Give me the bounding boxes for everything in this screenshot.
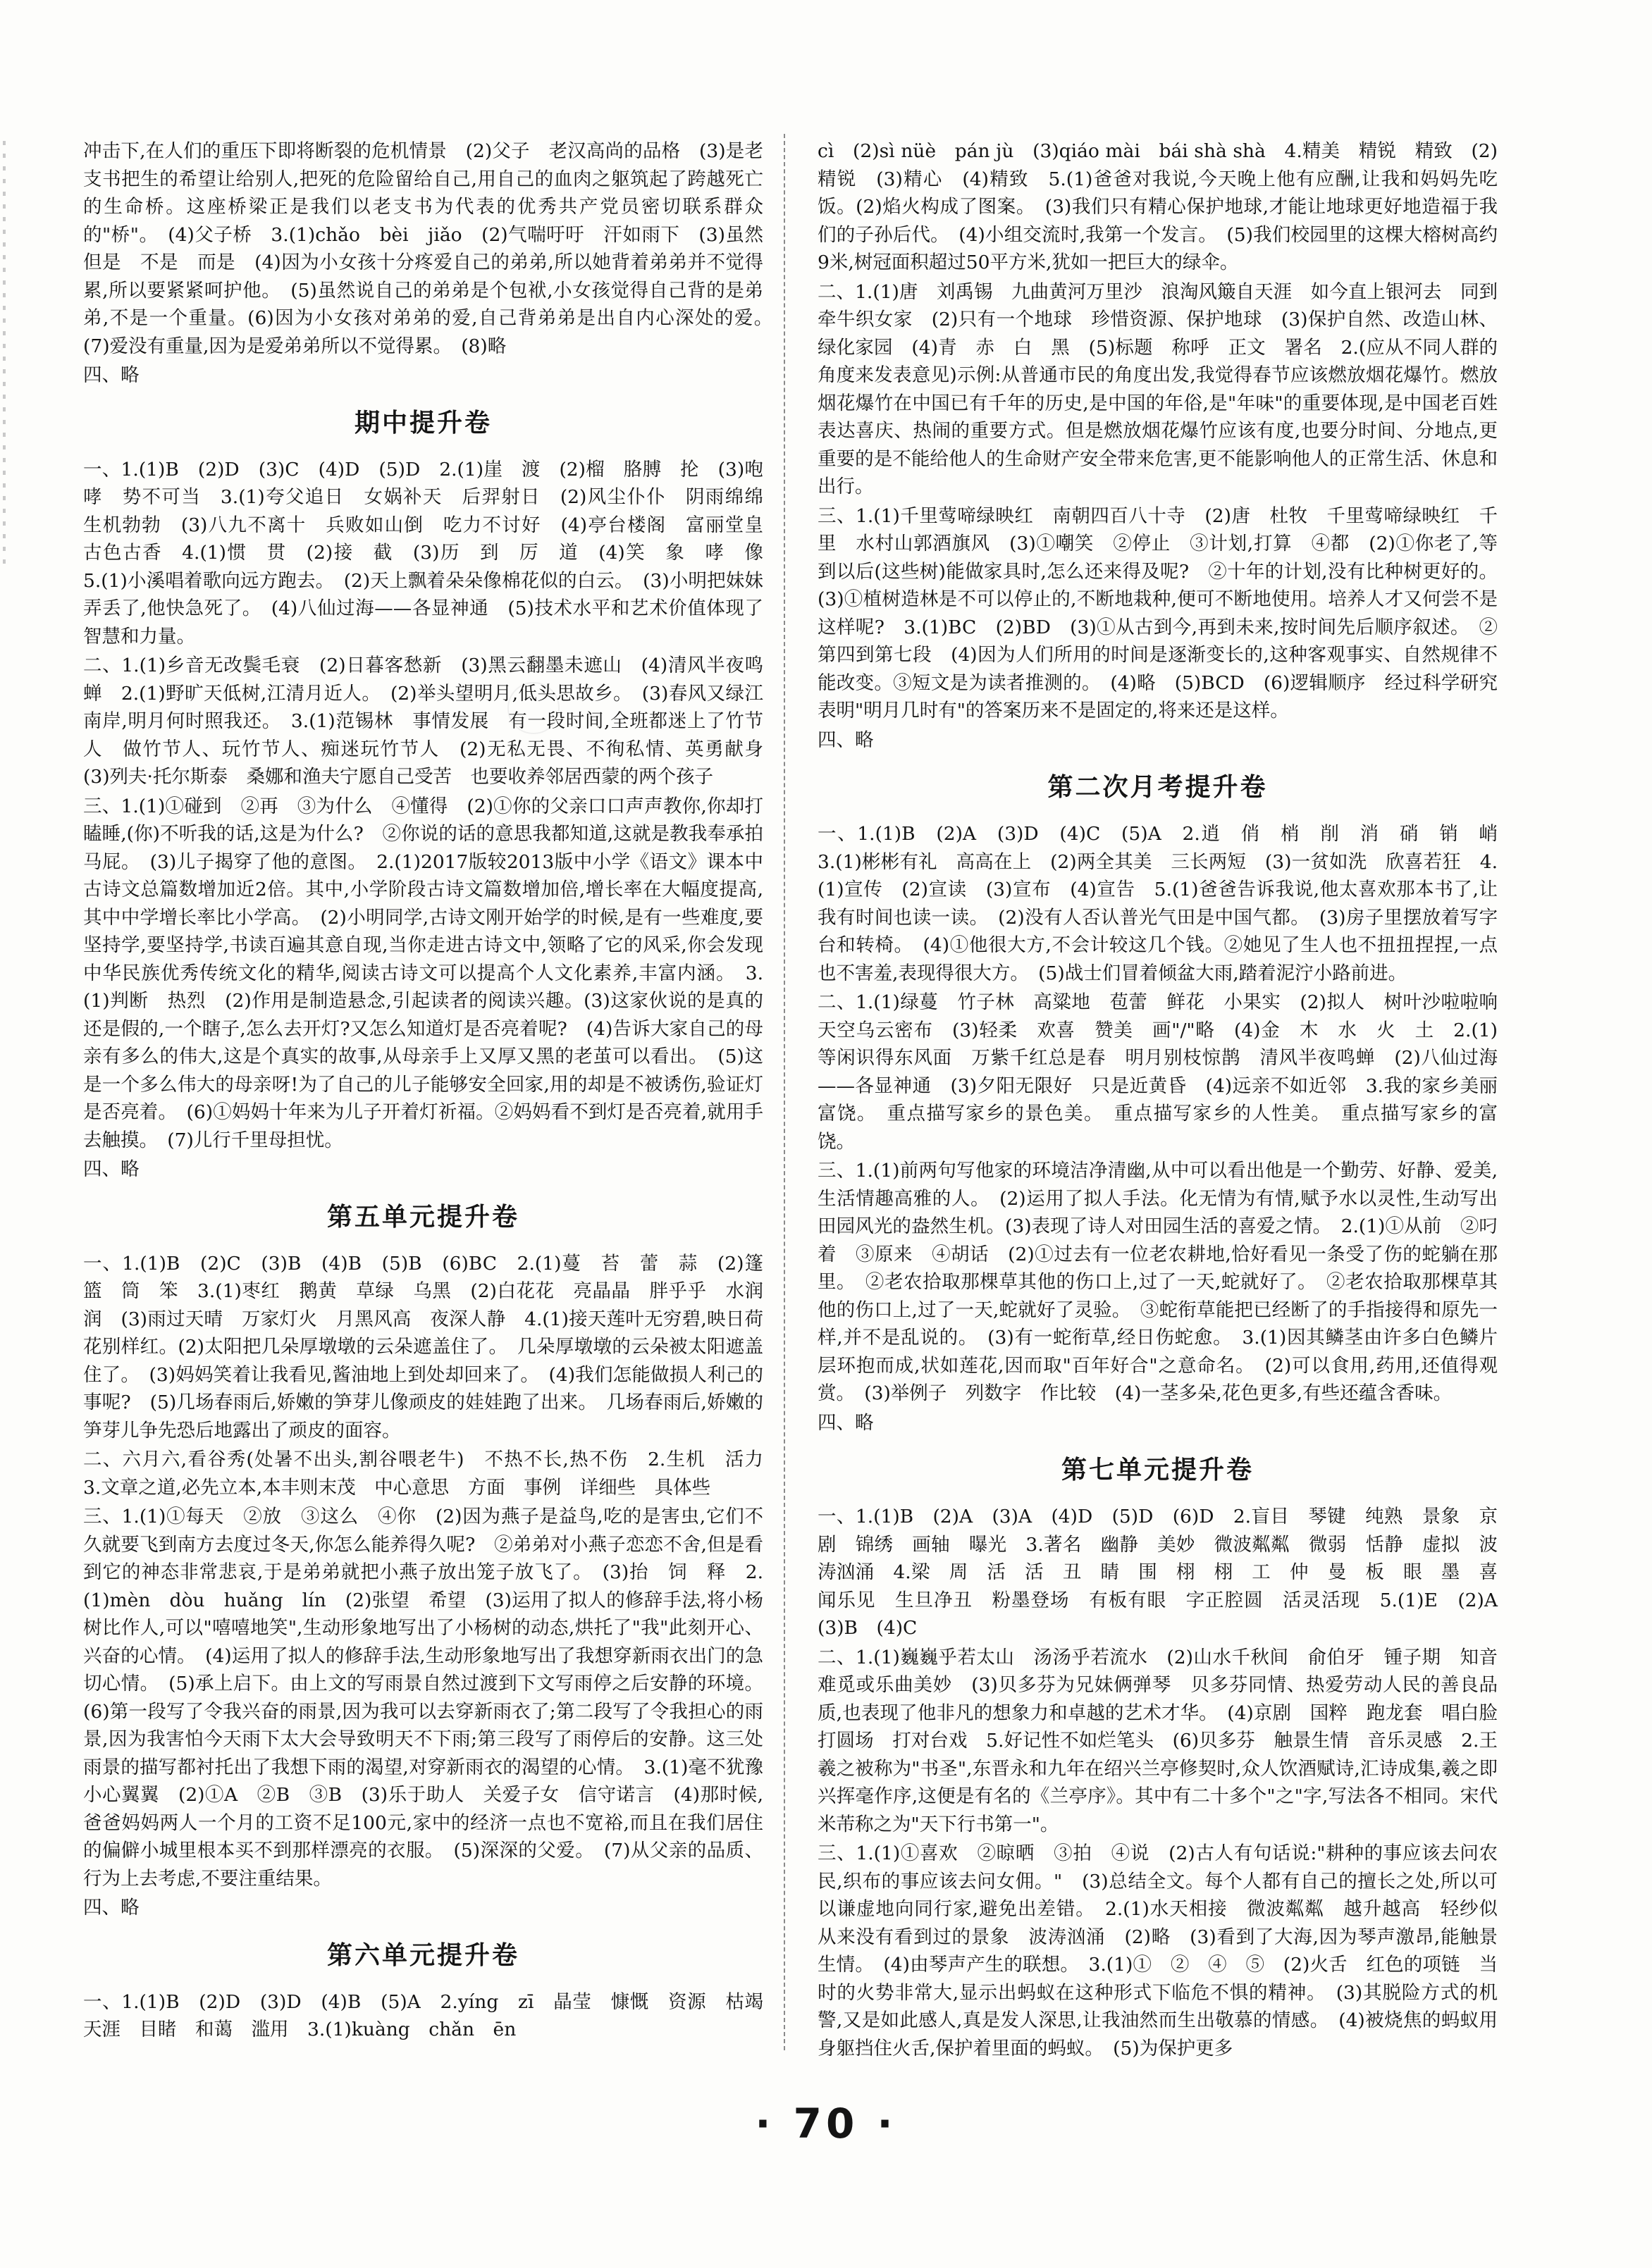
section-title-midterm: 期中提升卷 — [354, 408, 492, 438]
answer-paragraph: 一、1.(1)B (2)D (3)D (4)B (5)A 2.yíng zī 晶莹 慷慨 资源 枯竭 天涯 目睹 和蔼 滥用 3.(1)kuàng chǎn ēn — [83, 1990, 782, 2040]
answer-paragraph: 三、1.(1)千里莺啼绿映红 南朝四百八十寺 (2)唐 杜牧 千里莺啼绿映红 千里 水村山郭酒旗风 (3)①嘲笑 ②停止 ③计划,打算 ④都 (2)①你老了,等到以后(这些树)能做家具时,怎么还来得及呢? ②十年的计划,没有比种树更好的。(3)①植树造林是不可以停止的,不断地栽种,便可不断地使用。培养人才又何尝不是这样呢? 3.(1)BC (2)BD (3)①从古到今,再到未来,按时间先后顺序叙述。 ②第四到第七段 (4)因为人们所用的时间是逐渐变长的,这种客观事实、自然规律不能改变。③短文是为读者推测的。 (4)略 (5)BCD (6)逻辑顺序 经过科学研究表明"明月几时有"的答案历来不是固定的,将来还是这样。 — [818, 504, 1498, 721]
answer-paragraph: 四、略 — [83, 364, 140, 386]
section-title-second-monthly: 第二次月考提升卷 — [1047, 773, 1268, 802]
page-number: · 70 · — [755, 2100, 897, 2148]
answer-paragraph: 二、1.(1)绿蔓 竹子林 高粱地 苞蕾 鲜花 小果实 (2)拟人 树叶沙啦啦响 天空乌云密布 (3)轻柔 欢喜 赞美 画"/"略 (4)金 木 水 火 土 2.(1)等闲识得东风面 万紫千红总是春 明月别枝惊鹊 清风半夜鸣蝉 (2)八仙过海——各显神通 (3)夕阳无限好 只是近黄昏 (4)远亲不如近邻 3.我的家乡美丽富饶。 重点描写家乡的景色美。 重点描写家乡的人性美。 重点描写家乡的富饶。 — [818, 991, 1517, 1153]
section-title-unit7: 第七单元提升卷 — [1061, 1456, 1254, 1485]
section-title-unit6: 第六单元提升卷 — [326, 1940, 519, 1970]
answer-paragraph: 二、1.(1)唐 刘禹锡 九曲黄河万里沙 浪淘风簸自天涯 如今直上银河去 同到牵牛织女家 (2)只有一个地球 珍惜资源、保护地球 (3)保护自然、改造山林、绿化家园 (4)青 赤 白 黑 (5)标题 称呼 正文 署名 2.(应从不同人群的角度来发表意见)示例:从普通市民的角度出发,我觉得春节应该燃放烟花爆竹。燃放烟花爆竹在中国已有千年的历史,是中国的年俗,是"年味"的重要体现,是中国老百姓表达喜庆、热闹的重要方式。但是燃放烟花爆竹应该有度,也要分时间、分地点,更重要的是不能给他人的生命财产安全带来危害,更不能影响他人的正常生活、休息和出行。 — [818, 280, 1498, 497]
answer-paragraph: 二、六月六,看谷秀(处暑不出头,割谷喂老牛) 不热不长,热不伤 2.生机 活力 3.文章之道,必先立本,本丰则末茂 中心意思 方面 事例 详细些 具体些 — [83, 1449, 782, 1499]
answer-paragraph: 三、1.(1)前两句写他家的环境洁净清幽,从中可以看出他是一个勤劳、好静、爱美,生活情趣高雅的人。 (2)运用了拟人手法。化无情为有情,赋予水以灵性,生动写出田园风光的盎然生机。(3)表现了诗人对田园生活的喜爱之情。 2.(1)①从前 ②叼着 ③原来 ④胡话 (2)①过去有一位老农耕地,恰好看见一条受了伤的蛇躺在那里。 ②老农拾取那棵草其他的伤口上,过了一天,蛇就好了。 ②老农拾取那棵草其他的伤口上,过了一天,蛇就好了灵验。 ③蛇衔草能把已经断了的手指接得和原先一样,并不是乱说的。 (3)有一蛇衔草,经日伤蛇愈。 3.(1)因其鳞茎由许多白色鳞片层环抱而成,状如莲花,因而取"百年好合"之意命名。 (2)可以食用,药用,还值得观赏。 (3)举例子 列数字 作比较 (4)一茎多朵,花色更多,有些还蕴含香味。 — [818, 1160, 1498, 1404]
binding-margin-marks — [3, 141, 6, 564]
answer-paragraph: 三、1.(1)①每天 ②放 ③这么 ④你 (2)因为燕子是益鸟,吃的是害虫,它们不久就要飞到南方去度过冬天,你怎么能养得久呢? ②弟弟对小燕子恋恋不舍,但是看到它的神态非常悲哀,于是弟弟就把小燕子放出笼子放飞了。 (3)抬 饲 释 2.(1)mèn dòu huǎng lín (2)张望 希望 (3)运用了拟人的修辞手法,将小杨树比作人,可以"嘻嘻地笑",生动形象地写出了小杨树的动态,烘托了"我"此刻开心、兴奋的心情。 (4)运用了拟人的修辞手法,生动形象地写出了我想穿新雨衣出门的急切心情。 (5)承上启下。由上文的写雨景自然过渡到下文写雨停之后安静的环境。(6)第一段写了令我兴奋的雨景,因为我可以去穿新雨衣了;第二段写了令我担心的雨景,因为我害怕今天雨下太大会导致明天不下雨;第三段写了雨停后的安静。这三处雨景的描写都衬托出了我想下雨的渴望,对穿新雨衣的渴望的心情。 3.(1)毫不犹豫 小心翼翼 (2)①A ②B ③B (3)乐于助人 关爱子女 信守诺言 (4)那时候,爸爸妈妈两人一个月的工资不足100元,家中的经济一点也不宽裕,而且在我们居住的偏僻小城里根本买不到那样漂亮的衣服。 (5)深深的父爱。 (7)从父亲的品质、行为上去考虑,不要注重结果。 — [83, 1506, 782, 1890]
answer-paragraph: 四、略 — [818, 729, 874, 751]
answer-paragraph: 一、1.(1)B (2)D (3)C (4)D (5)D 2.(1)崖 渡 (2)榴 胳膊 抡 (3)咆哮 势不可当 3.(1)夸父追日 女娲补天 后羿射日 (2)风尘仆仆 阴雨绵绵 生机勃勃 (3)八九不离十 兵败如山倒 吃力不讨好 (4)亭台楼阁 富丽堂皇 古色古香 4.(1)惯 贯 (2)接 截 (3)历 到 厉 道 (4)笑 象 哮 像 5.(1)小溪唱着歌向远方跑去。 (2)天上飘着朵朵像棉花似的白云。 (3)小明把妹妹弄丢了,他快急死了。 (4)八仙过海——各显神通 (5)技术水平和艺术价值体现了智慧和力量。 — [83, 458, 782, 647]
answer-paragraph: 三、1.(1)①碰到 ②再 ③为什么 ④懂得 (2)①你的父亲口口声声教你,你却打瞌睡,(你)不听我的话,这是为什么? ②你说的话的意思我都知道,这就是教我奉承拍马屁。 (3)儿子揭穿了他的意图。 2.(1)2017版较2013版中小学《语文》课本中古诗文总篇数增加近2倍。其中,小学阶段古诗文篇数增加倍,增长率在大幅度提高,其中中学增长率比小学高。 (2)小明同学,古诗文刚开始学的时候,是有一些难度,要坚持学,要坚持学,书读百遍其意自现,当你走进古诗文中,领略了它的风采,你会发现中华民族优秀传统文化的精华,阅读古诗文可以提高个人文化素养,丰富内涵。 3.(1)判断 热烈 (2)作用是制造悬念,引起读者的阅读兴趣。(3)这家伙说的是真的还是假的,一个瞎子,怎么去开灯?又怎么知道灯是否亮着呢? (4)告诉大家自己的母亲有多么的伟大,这是个真实的故事,从母亲手上又厚又黑的老茧可以看出。 (5)这是一个多么伟大的母亲呀!为了自己的儿子能够安全回家,用的却是不被诱伤,验证灯是否亮着。 (6)①妈妈十年来为儿子开着灯祈福。②妈妈看不到灯是否亮着,就用手去触摸。 (7)儿行千里母担忧。 — [83, 795, 763, 1151]
answer-paragraph: 四、略 — [83, 1897, 140, 1919]
answer-paragraph: 一、1.(1)B (2)A (3)D (4)C (5)A 2.逍 俏 梢 削 消 硝 销 峭 3.(1)彬彬有礼 高高在上 (2)两全其美 三长两短 (3)一贫如洗 欣喜若狂 4.(1)宣传 (2)宣读 (3)宣布 (4)宣告 5.(1)爸爸告诉我说,他太喜欢那本书了,让我有时间也读一读。 (2)没有人否认普光气田是中国气都。 (3)房子里摆放着写字台和转椅。 (4)①他很大方,不会计较这几个钱。②她见了生人也不扭扭捏捏,一点也不害羞,表现得很大方。 (5)战士们冒着倾盆大雨,踏着泥泞小路前进。 — [818, 823, 1517, 984]
answer-paragraph: cì (2)sì nüè pán jù (3)qiáo mài bái shà shà 4.精美 精锐 精致 (2)精锐 (3)精心 (4)精致 5.(1)爸爸对我说,今天晚上他有应酬,让我和妈妈先吃饭。(2)焰火构成了图案。 (3)我们只有精心保护地球,才能让地球更好地造福于我们的子孙后代。 (4)小组交流时,我第一个发言。 (5)我们校园里的这棵大榕树高约9米,树冠面积超过50平方米,犹如一把巨大的绿伞。 — [818, 140, 1498, 273]
answer-paragraph: 四、略 — [83, 1158, 140, 1180]
answer-paragraph: 二、1.(1)乡音无改鬓毛衰 (2)日暮客愁新 (3)黑云翻墨未遮山 (4)清风半夜鸣蝉 2.(1)野旷天低树,江清月近人。 (2)举头望明月,低头思故乡。 (3)春风又绿江南岸,明月何时照我还。 3.(1)范锡林 事情发展 有一段时间,全班都迷上了竹节人 做竹节人、玩竹节人、痴迷玩竹节人 (2)无私无畏、不徇私情、英勇献身 (3)列夫·托尔斯泰 桑娜和渔夫宁愿自己受苦 也要收养邻居西蒙的两个孩子 — [83, 655, 782, 788]
answer-paragraph: 二、1.(1)巍巍乎若太山 汤汤乎若流水 (2)山水千秋间 俞伯牙 锺子期 知音难觅或乐曲美妙 (3)贝多芬为兄妹俩弹琴 贝多芬同情、热爱劳动人民的善良品质,也表现了他非凡的想象力和卓越的艺术才华。 (4)京剧 国粹 跑龙套 唱白脸 打圆场 打对台戏 5.好记性不如烂笔头 (6)贝多芬 触景生情 音乐灵感 2.王羲之被称为"书圣",东晋永和九年在绍兴兰亭修契时,众人饮酒赋诗,汇诗成集,羲之即兴挥毫作序,这便是有名的《兰亭序》。其中有二十多个"之"字,写法各不相同。宋代米芾称之为"天下行书第一"。 — [818, 1646, 1517, 1835]
answer-paragraph: 四、略 — [818, 1411, 874, 1434]
column-divider — [784, 134, 785, 2050]
answer-paragraph: 三、1.(1)①喜欢 ②晾晒 ③拍 ④说 (2)古人有句话说:"耕种的事应该去问农民,织布的事应该去问女佣。" (3)总结全文。每个人都有自己的擅长之处,所以可以谦虚地向同行家,避免出差错。 2.(1)水天相接 微波粼粼 越升越高 轻纱似 从来没有看到过的景象 波涛汹涌 (2)略 (3)看到了大海,因为琴声激昂,能触景生情。 (4)由琴声产生的联想。 3.(1)① ② ④ ⑤ (2)火舌 红色的项链 当时的火势非常大,显示出蚂蚁在这种形式下临危不惧的精神。 (3)其脱险方式的机警,又是如此感人,真是发人深思,让我油然而生出敬慕的情感。 (4)被烧焦的蚂蚁用身躯挡住火舌,保护着里面的蚂蚁。 (5)为保护更多 — [818, 1842, 1517, 2059]
section-title-unit5: 第五单元提升卷 — [326, 1202, 519, 1232]
left-column — [83, 137, 782, 2045]
right-column — [818, 137, 1517, 2064]
answer-paragraph: 冲击下,在人们的重压下即将断裂的危机情景 (2)父子 老汉高尚的品格 (3)是老支书把生的希望让给别人,把死的危险留给自己,用自己的血肉之躯筑起了跨越死亡的生命桥。这座桥梁正是我们以老支书为代表的优秀共产党员密切联系群众的"桥"。 (4)父子桥 3.(1)chǎo bèi jiǎo (2)气喘吁吁 汗如雨下 (3)虽然 但是 不是 而是 (4)因为小女孩十分疼爱自己的弟弟,所以她背着弟弟并不觉得累,所以要紧紧呵护他。 (5)虽然说自己的弟弟是个包袱,小女孩觉得自己背的是弟弟,不是一个重量。(6)因为小女孩对弟弟的爱,自己背弟弟是出自内心深处的爱。 (7)爱没有重量,因为是爱弟弟所以不觉得累。 (8)略 — [83, 140, 782, 357]
answer-paragraph: 一、1.(1)B (2)C (3)B (4)B (5)B (6)BC 2.(1)蔓 苔 蕾 蒜 (2)篷 篮 筒 笨 3.(1)枣红 鹅黄 草绿 乌黑 (2)白花花 亮晶晶 胖乎乎 水润润 (3)雨过天晴 万家灯火 月黑风高 夜深人静 4.(1)接天莲叶无穷碧,映日荷花别样红。(2)太阳把几朵厚墩墩的云朵遮盖住了。 几朵厚墩墩的云朵被太阳遮盖住了。 (3)妈妈笑着让我看见,酱油地上到处却回来了。 (4)我们怎能做损人利己的事呢? (5)几场春雨后,娇嫩的笋芽儿像顽皮的娃娃跑了出来。 几场春雨后,娇嫩的笋芽儿争先恐后地露出了顽皮的面容。 — [83, 1252, 782, 1442]
answer-paragraph: 一、1.(1)B (2)A (3)A (4)D (5)D (6)D 2.盲目 琴键 纯熟 景象 京剧 锦绣 画轴 曝光 3.著名 幽静 美妙 微波粼粼 微弱 恬静 虚拟 波涛汹涌 4.梁 周 活 活 丑 睛 围 栩 栩 工 仲 曼 板 眼 墨 喜闻乐见 生旦净丑 粉墨登场 有板有眼 字正腔圆 活灵活现 5.(1)E (2)A (3)B (4)C — [818, 1506, 1517, 1639]
